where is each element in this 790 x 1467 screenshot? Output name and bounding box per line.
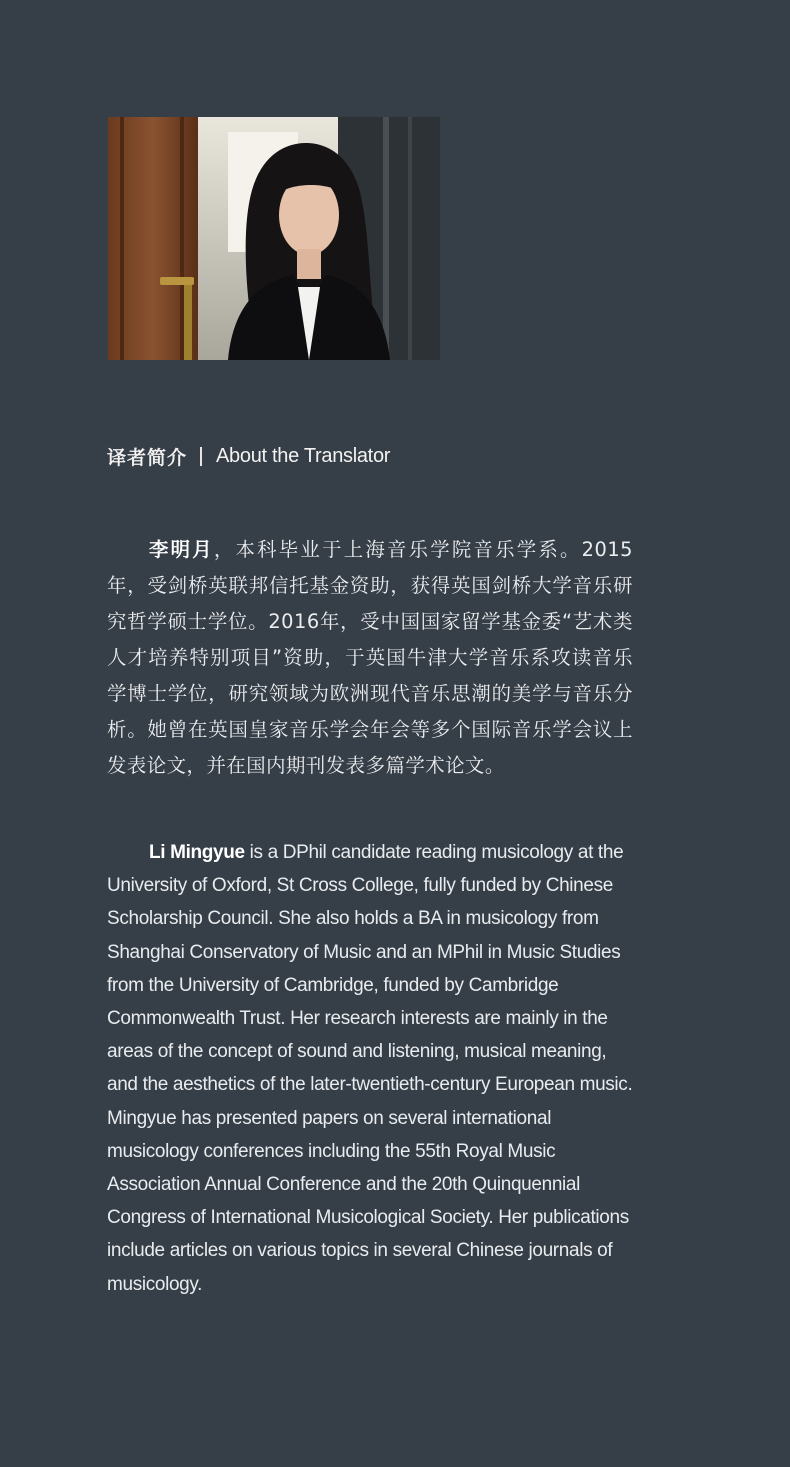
translator-name-chinese: 李明月 — [149, 538, 214, 561]
translator-name-english: Li Mingyue — [149, 842, 245, 863]
title-divider — [200, 447, 202, 466]
translator-portrait — [108, 117, 440, 360]
section-title-chinese: 译者简介 — [107, 446, 188, 469]
bio-english — [107, 836, 633, 1301]
section-title-english: About the Translator — [216, 444, 391, 467]
bio-english-text: is a DPhil candidate reading musicology at the University of Oxford, St Cross College, fully funded by Chinese Scholarship Council. She also holds a BA in musicology from Shanghai Conservatory of Music and an MPhil in Music Studies from the University of Cambridge, funded by Cambridge Commonwealth Trust. Her research interests are mainly in the areas of the concept of sound and listening, musical meaning, and the aesthetics of the later-twentieth-century European music. Mingyue has presented papers on several international musicology conferences including the 55th Royal Music Association Annual Conference and the 20th Quinquennial Congress of International Musicological Society. Her publications include articles on various topics in several Chinese journals of musicology. — [107, 842, 633, 1295]
bio-chinese — [107, 532, 633, 784]
portrait-photo-icon — [108, 117, 440, 360]
section-title — [107, 440, 390, 472]
bio-chinese-text: ，本科毕业于上海音乐学院音乐学系。2015年，受剑桥英联邦信托基金资助，获得英国剑桥大学音乐研究哲学硕士学位。2016年，受中国国家留学基金委“艺术类人才培养特别项目”资助，于英国牛津大学音乐系攻读音乐学博士学位，研究领域为欧洲现代音乐思潮的美学与音乐分析。她曾在英国皇家音乐学会年会等多个国际音乐学会议上发表论文，并在国内期刊发表多篇学术论文。 — [107, 538, 633, 777]
